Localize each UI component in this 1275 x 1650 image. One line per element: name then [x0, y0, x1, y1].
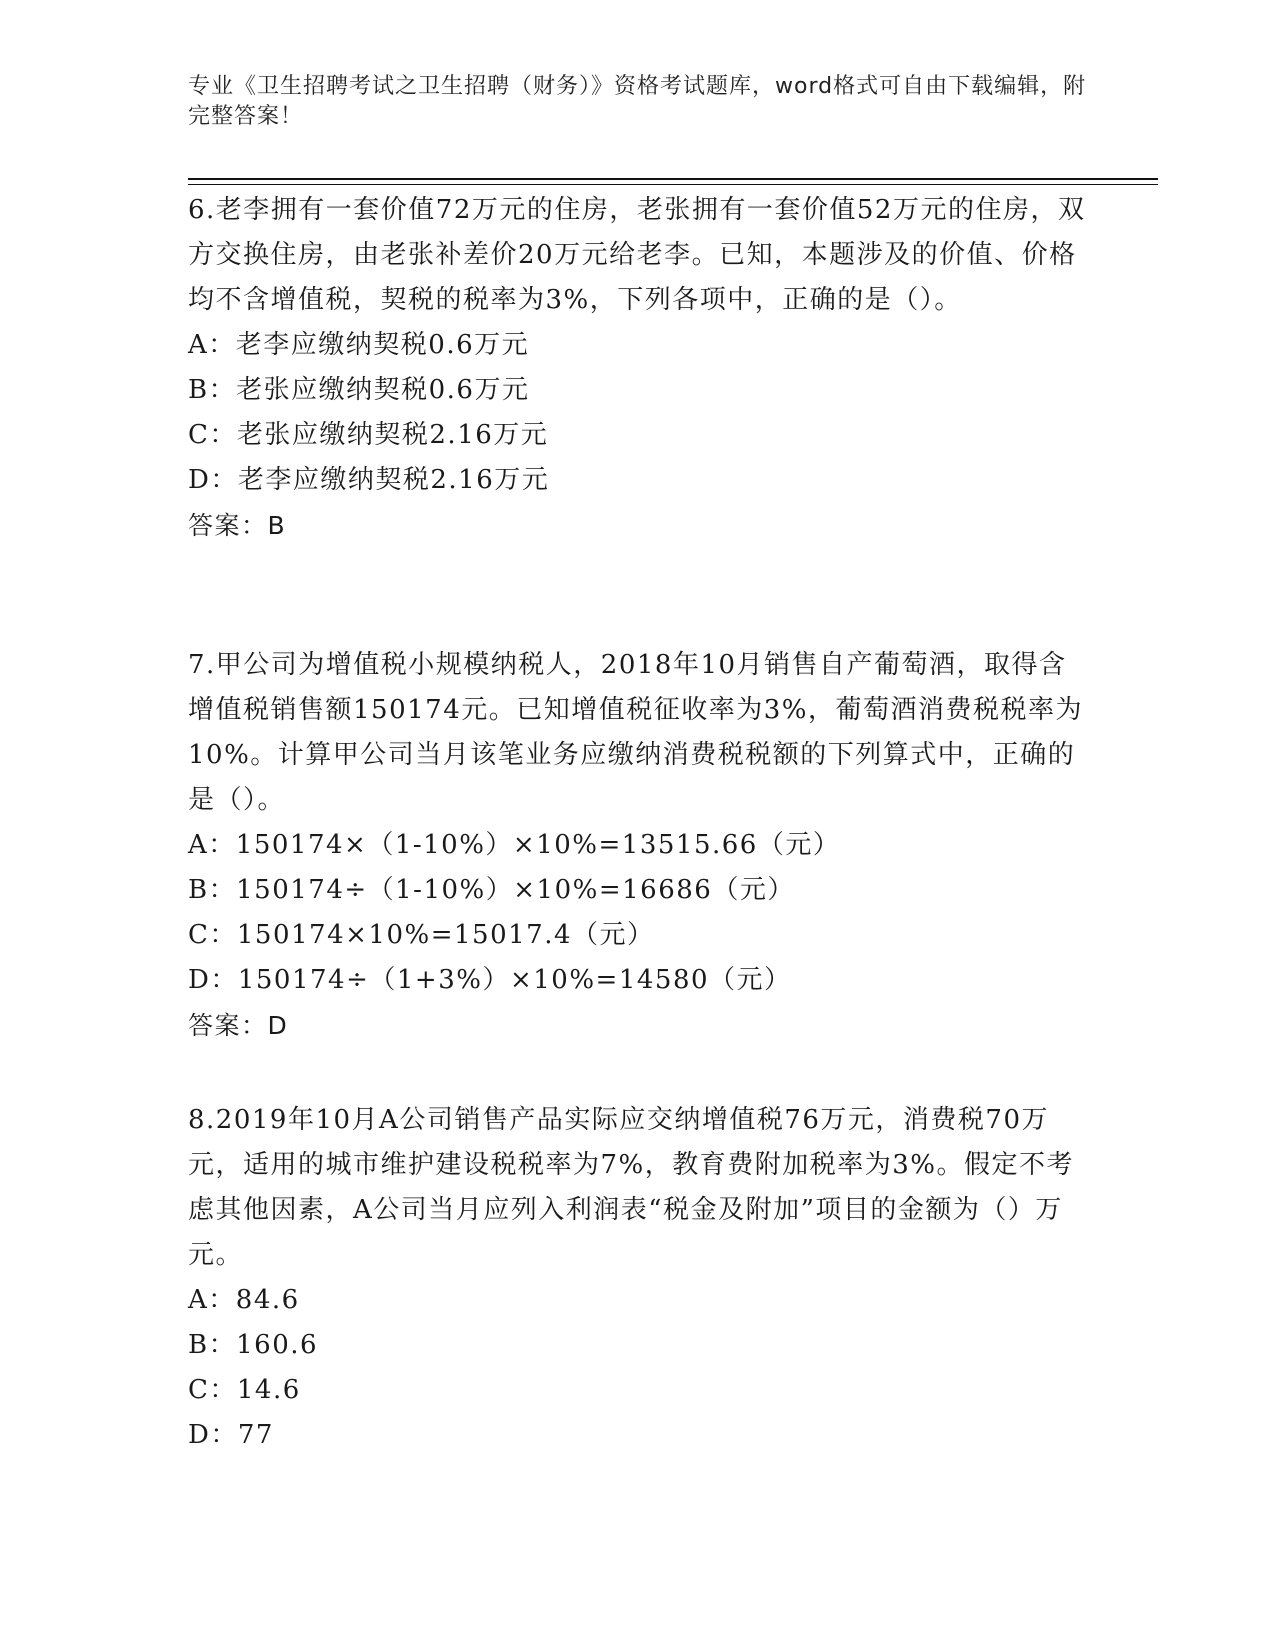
option-d: D：150174÷（1+3%）×10%=14580（元） — [188, 965, 792, 995]
option-c: C：老张应缴纳契税2.16万元 — [188, 420, 549, 450]
question-6 — [188, 188, 1088, 548]
option-a: A：84.6 — [188, 1285, 300, 1315]
option-c: C：150174×10%=15017.4（元） — [188, 920, 655, 950]
option-d: D：老李应缴纳契税2.16万元 — [188, 465, 550, 495]
question-8 — [188, 1098, 1088, 1458]
question-7 — [188, 643, 1088, 1048]
header-divider-thin — [188, 184, 1158, 185]
answer-line: 答案：B — [188, 511, 287, 540]
option-b: B：160.6 — [188, 1330, 319, 1360]
question-stem: 6.老李拥有一套价值72万元的住房，老张拥有一套价值52万元的住房，双方交换住房，由老张补差价20万元给老李。已知，本题涉及的价值、价格均不含增值税，契税的税率为3%，下列各项中，正确的是（）。 — [188, 195, 1086, 315]
question-stem: 8.2019年10月A公司销售产品实际应交纳增值税76万元，消费税70万元，适用的城市维护建设税税率为7%，教育费附加税率为3%。假定不考虑其他因素，A公司当月应列入利润表“税金及附加”项目的金额为（）万元。 — [188, 1105, 1074, 1270]
option-a: A：老李应缴纳契税0.6万元 — [188, 330, 530, 360]
option-b: B：老张应缴纳契税0.6万元 — [188, 375, 530, 405]
option-b: B：150174÷（1-10%）×10%=16686（元） — [188, 875, 795, 905]
document-header: 专业《卫生招聘考试之卫生招聘（财务）》资格考试题库，word格式可自由下载编辑，附完整答案！ — [188, 74, 1087, 129]
answer-line: 答案：D — [188, 1011, 289, 1040]
option-d: D：77 — [188, 1420, 274, 1450]
option-c: C：14.6 — [188, 1375, 301, 1405]
header-divider — [188, 178, 1158, 180]
question-stem: 7.甲公司为增值税小规模纳税人，2018年10月销售自产葡萄酒，取得含增值税销售额150174元。已知增值税征收率为3%，葡萄酒消费税税率为10%。计算甲公司当月该笔业务应缴纳消费税税额的下列算式中，正确的是（）。 — [188, 650, 1083, 815]
option-a: A：150174×（1-10%）×10%=13515.66（元） — [188, 830, 841, 860]
